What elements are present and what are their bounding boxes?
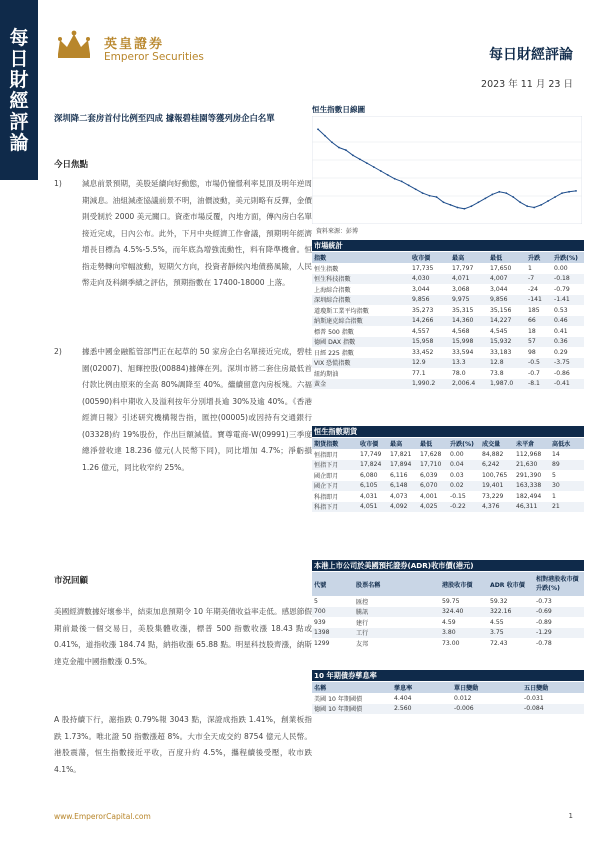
table-cell: -0.22 bbox=[448, 502, 480, 513]
table-cell: -0.031 bbox=[524, 694, 544, 702]
table-cell: 紐約期油 bbox=[314, 370, 339, 378]
table-cell: 日經 225 指數 bbox=[314, 349, 354, 357]
table-cell: 0.36 bbox=[552, 337, 584, 348]
table-cell: -0.5 bbox=[526, 358, 552, 369]
table-cell: 17,628 bbox=[420, 450, 442, 458]
table-cell: 100,765 bbox=[482, 471, 508, 479]
chart-point bbox=[561, 192, 563, 194]
table-cell: 17,824 bbox=[358, 460, 388, 471]
table-row bbox=[312, 470, 584, 481]
brand-name-cn: 英皇證券 bbox=[104, 37, 165, 52]
market-stats-table bbox=[312, 252, 584, 389]
table-cell: 98 bbox=[528, 348, 536, 356]
table-cell: 33,452 bbox=[412, 348, 434, 356]
chart-point bbox=[457, 207, 459, 209]
table-cell: 0.012 bbox=[454, 694, 472, 702]
table-cell: 德國 DAX 指數 bbox=[312, 337, 410, 348]
focus-item bbox=[54, 344, 312, 476]
table-cell: 59.32 bbox=[490, 597, 508, 605]
table-row bbox=[312, 263, 584, 274]
market-stats-title: 市場統計 bbox=[312, 240, 584, 251]
table-cell: 17,797 bbox=[452, 264, 474, 272]
chart-point bbox=[324, 135, 326, 137]
sidebar-char: 日 bbox=[9, 48, 29, 70]
bonds-title: 10 年期債券孳息率 bbox=[312, 670, 584, 681]
table-cell: 4,007 bbox=[488, 274, 526, 285]
table-cell: 89 bbox=[550, 460, 584, 471]
focus-item-number: 2) bbox=[54, 347, 62, 356]
headline: 深圳降二套房首付比例至四成 據報碧桂園等獲列房企白名單 bbox=[54, 113, 275, 123]
chart-point bbox=[366, 162, 368, 164]
table-cell: 道瓊斯工業平均指數 bbox=[314, 307, 369, 315]
table-cell: 4,568 bbox=[452, 327, 470, 335]
table-cell: 21 bbox=[550, 502, 584, 513]
table-cell: 6,148 bbox=[388, 481, 418, 492]
chart-point bbox=[477, 201, 479, 203]
table-row bbox=[312, 358, 584, 369]
table-cell: 4,376 bbox=[480, 502, 514, 513]
table-cell: 0.29 bbox=[554, 348, 568, 356]
table-cell: 182,494 bbox=[516, 492, 542, 500]
chart-point bbox=[394, 178, 396, 180]
table-row bbox=[312, 596, 584, 607]
table-cell: 33,183 bbox=[490, 348, 512, 356]
chart-point bbox=[554, 196, 556, 198]
table-cell: 59.75 bbox=[442, 597, 460, 605]
table-cell: 30 bbox=[550, 481, 584, 492]
table-cell: 1 bbox=[552, 492, 556, 500]
sidebar-char: 論 bbox=[9, 132, 29, 154]
table-cell: 17,821 bbox=[390, 450, 412, 458]
table-cell: 0.46 bbox=[552, 316, 584, 327]
table-cell: 0.41 bbox=[554, 327, 568, 335]
table-cell: -141 bbox=[526, 295, 552, 306]
table-cell: 35,315 bbox=[452, 306, 474, 314]
sidebar-char: 評 bbox=[9, 111, 29, 133]
chart-point bbox=[338, 147, 340, 149]
table-cell: 78.0 bbox=[452, 369, 466, 377]
table-cell: 上海綜合指數 bbox=[314, 286, 351, 294]
chart-source: 資料來源：彭博 bbox=[316, 228, 359, 235]
column-header: 五日變動 bbox=[522, 682, 584, 693]
column-header: 未平倉 bbox=[514, 438, 550, 449]
chart-point bbox=[491, 194, 493, 196]
table-cell: 17,710 bbox=[418, 460, 448, 471]
table-row bbox=[312, 368, 584, 379]
table-row bbox=[312, 379, 584, 390]
sidebar-char: 財 bbox=[9, 69, 29, 91]
table-cell: 322.16 bbox=[488, 607, 534, 618]
column-header: 升跌 bbox=[526, 252, 552, 263]
table-cell: 6,039 bbox=[420, 471, 438, 479]
chart-point bbox=[331, 141, 333, 143]
table-cell: -0.41 bbox=[552, 379, 584, 390]
table-cell: 1,990.2 bbox=[410, 379, 450, 390]
chart-point bbox=[352, 154, 354, 156]
chart-point bbox=[380, 170, 382, 172]
sidebar-char: 每 bbox=[9, 27, 29, 49]
table-cell: 4,545 bbox=[490, 327, 508, 335]
table-cell: 13.3 bbox=[450, 358, 488, 369]
table-cell: 291,390 bbox=[516, 471, 542, 479]
table-cell: 4.404 bbox=[394, 694, 412, 702]
table-cell: 3,044 bbox=[490, 285, 508, 293]
table-cell: 3,068 bbox=[452, 285, 470, 293]
table-cell: 4,030 bbox=[410, 274, 450, 285]
adr-table bbox=[312, 572, 584, 649]
crown-icon bbox=[54, 28, 94, 60]
table-cell: -0.7 bbox=[528, 369, 540, 377]
table-row bbox=[312, 305, 584, 316]
table-cell: -0.084 bbox=[522, 704, 584, 715]
chart-point bbox=[436, 196, 438, 198]
column-header: 最高 bbox=[388, 438, 418, 449]
chart-point bbox=[429, 195, 431, 197]
table-cell: 工行 bbox=[354, 628, 440, 639]
chart-point bbox=[317, 128, 319, 130]
market-paragraph bbox=[54, 712, 312, 778]
table-cell: 1398 bbox=[312, 628, 354, 639]
chart-point bbox=[408, 184, 410, 186]
report-date: 2023 年 11 月 23 日 bbox=[481, 79, 573, 90]
table-cell: 1,987.0 bbox=[488, 379, 526, 390]
chart-title: 恒生指數日線圖 bbox=[312, 105, 366, 114]
chart-point bbox=[415, 188, 417, 190]
table-row bbox=[312, 460, 584, 471]
table-cell: 友邦 bbox=[356, 640, 369, 648]
chart-point bbox=[526, 205, 528, 207]
table-row bbox=[312, 617, 584, 628]
page-number: 1 bbox=[568, 812, 573, 820]
table-cell: 3.80 bbox=[440, 628, 488, 639]
table-cell: 73.8 bbox=[490, 369, 504, 377]
table-cell: 德國 10 年期國債 bbox=[312, 704, 392, 715]
chart-point bbox=[547, 200, 549, 202]
table-cell: 700 bbox=[312, 607, 354, 618]
table-cell: 4,557 bbox=[412, 327, 430, 335]
section-title-today: 今日焦點 bbox=[54, 160, 89, 170]
table-cell: -0.006 bbox=[452, 704, 522, 715]
table-cell: 恒生科技指數 bbox=[312, 274, 410, 285]
chart-point bbox=[345, 149, 347, 151]
brand-name-en: Emperor Securities bbox=[104, 51, 204, 63]
sidebar-char: 經 bbox=[9, 90, 29, 112]
table-cell: 77.1 bbox=[412, 369, 426, 377]
market-paragraph bbox=[54, 604, 312, 670]
table-cell: 建行 bbox=[356, 619, 369, 627]
chart-point bbox=[540, 204, 542, 206]
table-row bbox=[312, 316, 584, 327]
table-cell: 12.8 bbox=[488, 358, 526, 369]
table-cell: 4,073 bbox=[390, 492, 408, 500]
chart-point bbox=[533, 207, 535, 209]
table-cell: 0.03 bbox=[450, 471, 464, 479]
column-header: 升跌(%) bbox=[552, 252, 584, 263]
table-cell: 4,001 bbox=[420, 492, 438, 500]
table-cell: 國企即月 bbox=[314, 472, 339, 480]
table-row bbox=[312, 693, 584, 704]
table-cell: 2,006.4 bbox=[450, 379, 488, 390]
chart-point bbox=[512, 196, 514, 198]
chart-point bbox=[519, 201, 521, 203]
table-cell: 恒生指數 bbox=[314, 265, 339, 273]
report-title: 每日財經評論 bbox=[489, 47, 573, 63]
table-cell: 939 bbox=[314, 618, 326, 626]
table-cell: 4,051 bbox=[358, 502, 388, 513]
column-header: 港股收市價 bbox=[440, 572, 488, 596]
table-cell: 深圳綜合指數 bbox=[312, 295, 410, 306]
column-header: 相對港股收市價升跌(%) bbox=[534, 572, 584, 596]
table-cell: -1.29 bbox=[534, 628, 584, 639]
chart-point bbox=[568, 191, 570, 193]
table-header-row bbox=[312, 252, 584, 263]
table-row bbox=[312, 347, 584, 358]
column-header: 成交量 bbox=[480, 438, 514, 449]
table-cell: -0.18 bbox=[552, 274, 584, 285]
table-cell: 3,044 bbox=[412, 285, 430, 293]
table-cell: 恒指即月 bbox=[314, 451, 339, 459]
table-cell: 163,338 bbox=[514, 481, 550, 492]
chart-point bbox=[484, 197, 486, 199]
table-cell: 73,229 bbox=[482, 492, 504, 500]
table-cell: 72.43 bbox=[490, 639, 508, 647]
table-cell: 黃金 bbox=[312, 379, 410, 390]
column-header: 期貨指數 bbox=[312, 438, 358, 449]
table-cell: 12.9 bbox=[410, 358, 450, 369]
column-header: 股票名稱 bbox=[354, 572, 440, 596]
table-cell: -1.41 bbox=[552, 295, 584, 306]
table-cell: -24 bbox=[528, 285, 538, 293]
table-cell: 17,650 bbox=[490, 264, 512, 272]
column-header: ADR 收市價 bbox=[488, 572, 534, 596]
table-cell: 騰訊 bbox=[354, 607, 440, 618]
table-cell: 納斯達克綜合指數 bbox=[312, 316, 410, 327]
table-cell: 35,273 bbox=[412, 306, 434, 314]
table-cell: 9,856 bbox=[410, 295, 450, 306]
chart-point bbox=[443, 201, 445, 203]
table-row bbox=[312, 638, 584, 649]
table-cell: 4,092 bbox=[388, 502, 418, 513]
table-header-row bbox=[312, 572, 584, 596]
chart-point bbox=[575, 190, 577, 192]
futures-table bbox=[312, 438, 584, 512]
table-cell: 5 bbox=[314, 597, 318, 605]
table-cell: 0.04 bbox=[448, 460, 480, 471]
chart-point bbox=[505, 192, 507, 194]
table-cell: -0.89 bbox=[536, 618, 552, 626]
table-cell: 科指下月 bbox=[312, 502, 358, 513]
table-cell: 112,968 bbox=[516, 450, 542, 458]
table-cell: 4.55 bbox=[490, 618, 504, 626]
focus-item-number: 1) bbox=[54, 179, 62, 188]
column-header: 升跌(%) bbox=[448, 438, 480, 449]
table-row bbox=[312, 481, 584, 492]
column-header: 高低水 bbox=[550, 438, 584, 449]
table-cell: 324.40 bbox=[440, 607, 488, 618]
section-title-market: 市況回顧 bbox=[54, 576, 89, 586]
table-cell: 美國 10 年期國債 bbox=[314, 695, 363, 703]
table-cell: 標普 500 指數 bbox=[314, 328, 354, 336]
chart-point bbox=[471, 205, 473, 207]
table-row bbox=[312, 502, 584, 513]
table-cell: 0.00 bbox=[554, 264, 568, 272]
table-cell: 6,105 bbox=[358, 481, 388, 492]
table-cell: 9,856 bbox=[488, 295, 526, 306]
chart-point bbox=[359, 158, 361, 160]
table-row bbox=[312, 295, 584, 306]
column-header: 單日變動 bbox=[452, 682, 522, 693]
table-cell: 14,227 bbox=[488, 316, 526, 327]
focus-item bbox=[54, 176, 312, 292]
table-cell: 0.02 bbox=[448, 481, 480, 492]
table-cell: 17,894 bbox=[388, 460, 418, 471]
table-cell: 匯控 bbox=[356, 598, 369, 606]
table-cell: 4,025 bbox=[418, 502, 448, 513]
table-cell: -0.69 bbox=[534, 607, 584, 618]
table-cell: 15,998 bbox=[450, 337, 488, 348]
table-cell: 2.560 bbox=[392, 704, 452, 715]
table-row bbox=[312, 337, 584, 348]
column-header: 孳息率 bbox=[392, 682, 452, 693]
focus-item-text: 減息前景預期，美股延續向好動態，市場仍憧憬利率見頂及明年逆周期減息。油組減產協議前景不明，油價波動，美元則略有反彈，金價則受制於 2000 美元關口。資產市場反覆，內地方面，傳內房白名單接近完成，日內公布。此外，下月中央經濟工作會議，預期明年經濟增長目標為 4.5%-5.5%，而年底為增強流動性，料有降準機會。恒指走勢轉向窄幅波動，短期欠方向，投資者靜候內地債務風險，人民幣走向及科網季績之評估，預期指數在 17400-18000 上落。 bbox=[82, 179, 312, 287]
table-cell: 0.53 bbox=[554, 306, 568, 314]
table-cell: 6,070 bbox=[418, 481, 448, 492]
chart-point bbox=[450, 204, 452, 206]
hsi-line-chart bbox=[312, 116, 582, 224]
table-cell: 17,749 bbox=[360, 450, 382, 458]
bonds-table bbox=[312, 682, 584, 714]
table-cell: 185 bbox=[528, 306, 540, 314]
table-cell: -8.1 bbox=[526, 379, 552, 390]
table-header-row bbox=[312, 438, 584, 449]
table-row bbox=[312, 274, 584, 285]
table-cell: 0.00 bbox=[450, 450, 464, 458]
column-header: 收市價 bbox=[410, 252, 450, 263]
futures-title: 恒生指數期貨 bbox=[312, 426, 584, 437]
chart-point bbox=[498, 191, 500, 193]
adr-title: 本港上市公司於美國預托證券(ADR)收市價(港元) bbox=[312, 560, 584, 571]
table-cell: 3.75 bbox=[488, 628, 534, 639]
table-cell: 18 bbox=[528, 327, 536, 335]
table-cell: 6,242 bbox=[480, 460, 514, 471]
chart-point bbox=[401, 180, 403, 182]
table-cell: 恒指下月 bbox=[312, 460, 358, 471]
chart-point bbox=[422, 192, 424, 194]
table-header-row bbox=[312, 682, 584, 693]
table-cell: 17,735 bbox=[412, 264, 434, 272]
column-header: 指數 bbox=[312, 252, 410, 263]
column-header: 最低 bbox=[488, 252, 526, 263]
chart-point bbox=[464, 208, 466, 210]
column-header: 最低 bbox=[418, 438, 448, 449]
table-cell: 73.00 bbox=[442, 639, 460, 647]
table-cell: 4.59 bbox=[442, 618, 456, 626]
table-row bbox=[312, 449, 584, 460]
table-cell: -0.78 bbox=[536, 639, 552, 647]
table-cell: 5 bbox=[552, 471, 556, 479]
table-cell: 14,266 bbox=[410, 316, 450, 327]
table-cell: 21,630 bbox=[514, 460, 550, 471]
chart-point bbox=[373, 166, 375, 168]
table-cell: 15,958 bbox=[410, 337, 450, 348]
market-paragraph-text: A 股持續下行，滬指跌 0.79%報 3043 點，深證成指跌 1.41%，創業板指跌 1.73%。唯北證 50 指數漲超 8%。大市全天成交約 8754 億元人民幣。港股震蕩，恒生指數接近平收，百度升約 4.5%，攜程續後受壓，收市跌 4.1%。 bbox=[54, 715, 312, 774]
table-cell: -0.15 bbox=[450, 492, 466, 500]
table-cell: 84,882 bbox=[482, 450, 504, 458]
table-row bbox=[312, 326, 584, 337]
table-cell: 46,311 bbox=[514, 502, 550, 513]
table-cell: 6,080 bbox=[360, 471, 378, 479]
table-cell: 19,401 bbox=[480, 481, 514, 492]
table-cell: 14 bbox=[552, 450, 560, 458]
table-cell: 國企下月 bbox=[312, 481, 358, 492]
column-header: 名稱 bbox=[312, 682, 392, 693]
table-cell: 6,116 bbox=[390, 471, 408, 479]
table-cell: 1299 bbox=[314, 639, 330, 647]
focus-item-text: 據悉中國金融監管部門正在起草的 50 家房企白名單接近完成，碧桂園(02007)、旭輝控股(00884)據傳在列。深圳市將二套住房最低首付款比例由原來的全高 80%調降至 40%。繼續留意內房板塊。六福(00590)料中期收入及溢利按年分別增長逾 30%及逾 40%。《香港經濟日報》引述研究機構報告指，匯控(00005)或因持有交通銀行(03328)約 19%股份，作出巨額減值。寶尊電商-W(09991)三季度總淨營收達 18.236 億元(人民幣下同)，同比增加 4.7%；淨虧損 1.26 億元，同比收窄約 25%。 bbox=[82, 347, 312, 472]
table-row bbox=[312, 491, 584, 502]
table-cell: VIX 恐慌指數 bbox=[312, 358, 410, 369]
table-cell: -3.75 bbox=[552, 358, 584, 369]
table-cell: 4,071 bbox=[450, 274, 488, 285]
table-cell: 1 bbox=[528, 264, 532, 272]
column-header: 代號 bbox=[312, 572, 354, 596]
table-cell: 14,360 bbox=[450, 316, 488, 327]
table-cell: 9,975 bbox=[450, 295, 488, 306]
market-paragraph-text: 美國經濟數據好壞參半，結束加息預期令 10 年期美債收益率走低。感恩節假期前最後一個交易日，美股集體收漲，標普 500 指數收漲 18.43 點或 0.41%，道指收漲 184.74 點，納指收漲 65.88 點。明星科技股齊漲，納斯達克金龍中國指數漲 0.5%。 bbox=[54, 607, 312, 666]
table-cell: 35,156 bbox=[490, 306, 512, 314]
table-row bbox=[312, 284, 584, 295]
table-cell: -7 bbox=[526, 274, 552, 285]
table-cell: 4,031 bbox=[360, 492, 378, 500]
table-cell: 57 bbox=[526, 337, 552, 348]
table-row bbox=[312, 607, 584, 618]
table-row bbox=[312, 628, 584, 639]
table-cell: 15,932 bbox=[488, 337, 526, 348]
column-header: 收市價 bbox=[358, 438, 388, 449]
table-cell: 66 bbox=[526, 316, 552, 327]
table-cell: -0.73 bbox=[536, 597, 552, 605]
table-cell: 科指即月 bbox=[314, 493, 339, 501]
sidebar-title bbox=[6, 28, 32, 154]
table-cell: 33,594 bbox=[452, 348, 474, 356]
table-cell: -0.79 bbox=[554, 285, 570, 293]
table-cell: -0.86 bbox=[554, 369, 570, 377]
column-header: 最高 bbox=[450, 252, 488, 263]
table-row bbox=[312, 704, 584, 715]
chart-point bbox=[387, 174, 389, 176]
footer-website-link[interactable]: www.EmperorCapital.com bbox=[54, 812, 151, 821]
